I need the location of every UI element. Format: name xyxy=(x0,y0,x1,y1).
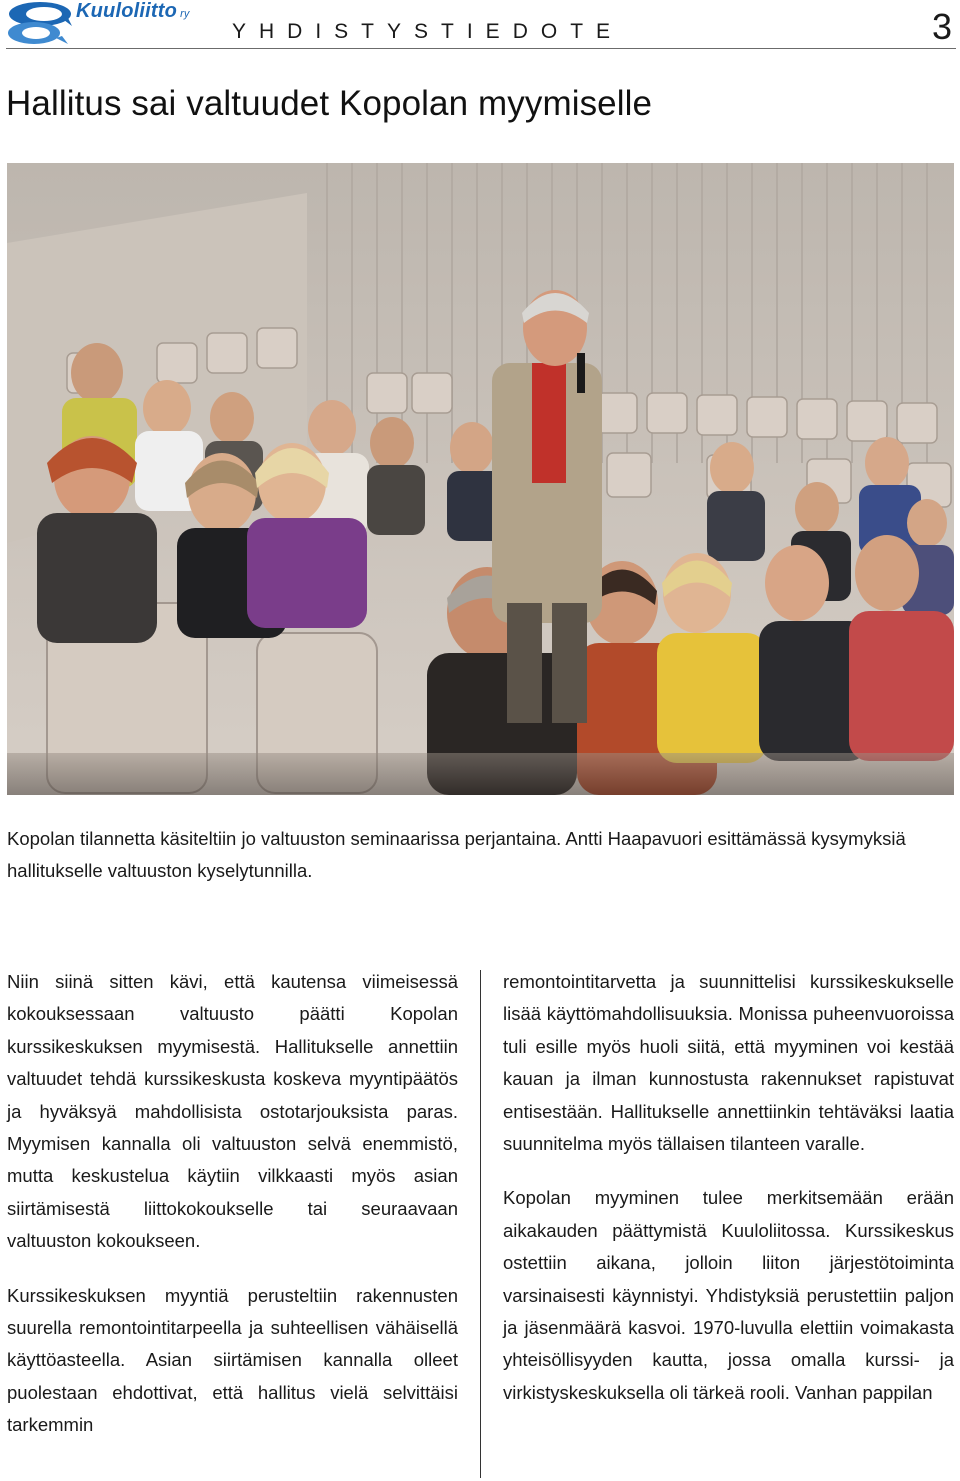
article-headline: Hallitus sai valtuudet Kopolan myymiselle xyxy=(6,84,653,123)
kuuloliitto-logo xyxy=(6,0,206,46)
page-header xyxy=(0,0,960,52)
logo-mark-icon xyxy=(6,0,76,46)
article-photo xyxy=(7,163,954,795)
auditorium-photo-illustration xyxy=(7,163,954,795)
article-column-right xyxy=(503,966,954,1431)
article-paragraph: remontointitarvetta ja suunnittelisi kurssikeskukselle lisää käyttömahdollisuuksia. Monissa puheenvuoroissa tuli esille myös huoli siitä, että myyminen voi kestää kauan ja ilman kunnostusta rakennukset rapistuvat entisestään. Hallitukselle annettiinkin tehtäväksi laatia suunnitelma myös tällaisen tilanteen varalle. xyxy=(503,971,954,1155)
page-number: 3 xyxy=(931,6,952,47)
photo-caption: Kopolan tilannetta käsiteltiin jo valtuuston seminaarissa perjantaina. Antti Haapavuori esittämässä kysymyksiä hallitukselle valtuuston kyselytunnilla. xyxy=(7,828,906,881)
logo-text: Kuuloliitto ry xyxy=(76,0,190,22)
article-paragraph: Niin siinä sitten kävi, että kautensa viimeisessä kokouksessaan valtuusto päätti Kopolan kurssikeskuksen myymisestä. Hallitukselle annettiin valtuudet tehdä kurssikeskusta koskeva myyntipäätös ja hyväksyä mahdollisista ostotarjouksista paras. Myymisen kannalla oli valtuuston selvä enemmistö, mutta keskustelua käytiin vilkkaasti myös asian siirtämisestä liittokokoukselle tai seuraavaan valtuuston kokoukseen. xyxy=(7,971,458,1252)
article-column-left xyxy=(7,966,458,1464)
header-rule xyxy=(6,48,956,49)
logo-suffix: ry xyxy=(180,8,190,20)
column-divider xyxy=(480,970,481,1478)
article-paragraph: Kurssikeskuksen myyntiä perusteltiin rakennusten suurella remontointitarpeella ja suhteellisen vähäisellä käyttöasteella. Asian siirtämisen kannalla olleet puolestaan ehdottivat, että hallitus vielä selvittäisi tarkemmin xyxy=(7,1284,458,1436)
newsletter-title: YHDISTYSTIEDOTE xyxy=(232,20,624,43)
article-paragraph: Kopolan myyminen tulee merkitsemään erään aikakauden päättymistä Kuuloliitossa. Kurssikeskus ostettiin aikana, jolloin liiton järjestötoiminta varsinaisesti käynnistyi. Yhdistyksiä perustettiin paljon ja jäsenmäärä kasvoi. 1970-luvulla elettiin voimakasta yhteisöllisyyden kautta, jossa omalla kurssi- ja virkistyskeskuksella oli tärkeä rooli. Vanhan pappilan xyxy=(503,1187,954,1403)
